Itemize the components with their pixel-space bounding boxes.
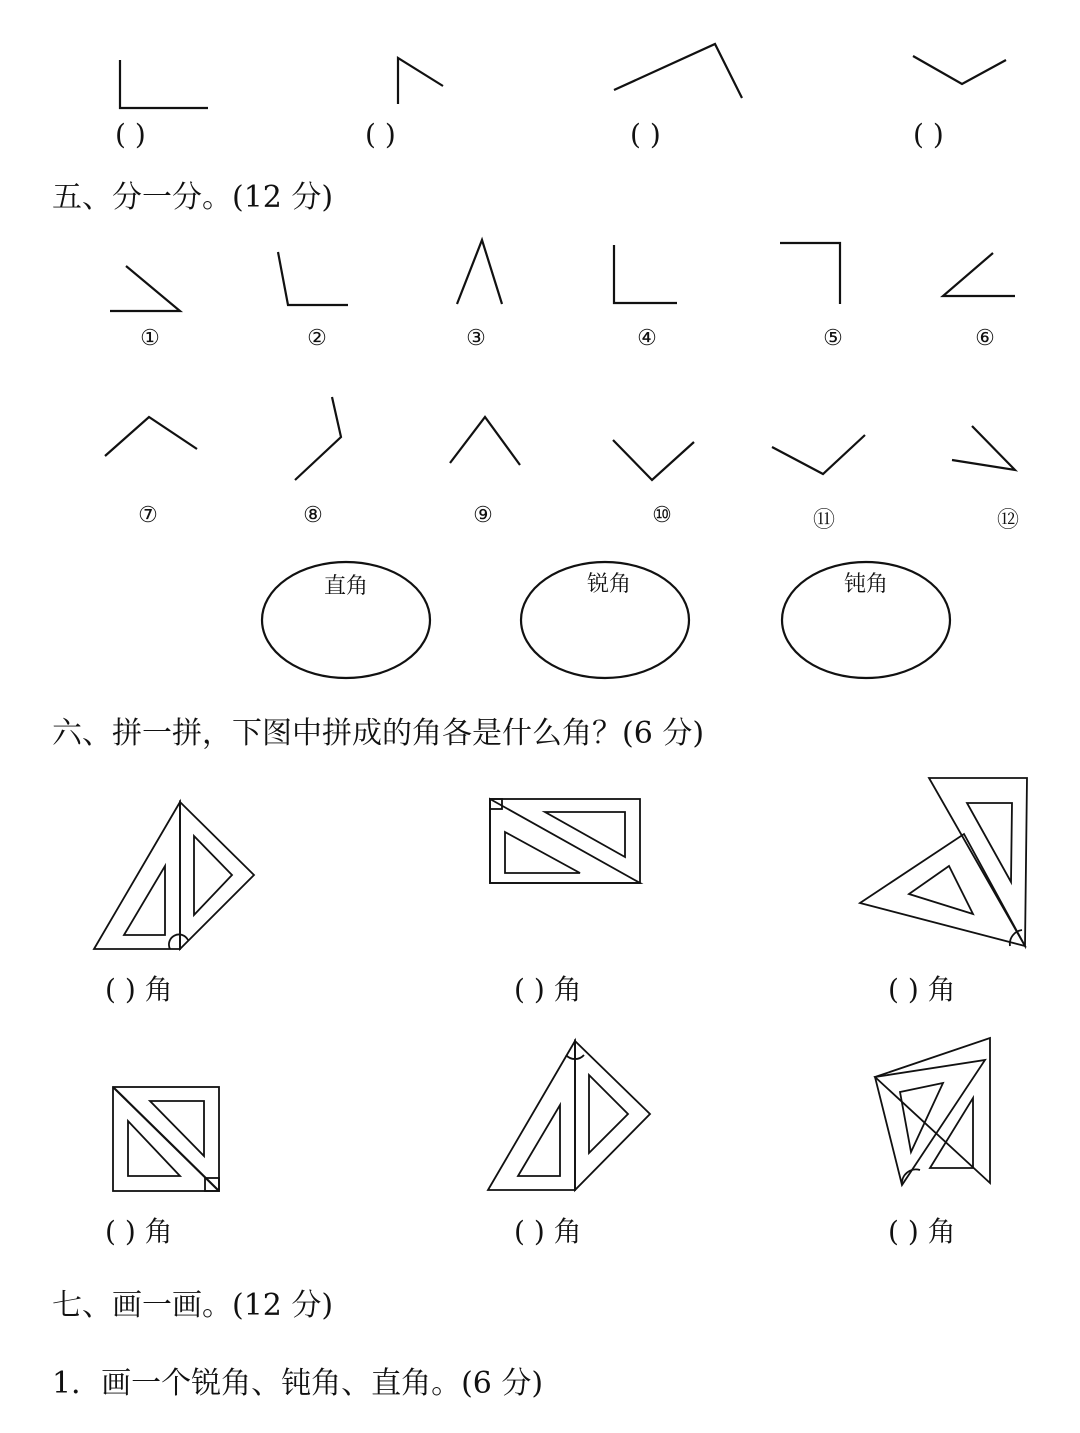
section6-title: 六、拼一拼，下图中拼成的角各是什么角？(6 分) xyxy=(52,716,705,751)
top-angle-2 xyxy=(398,58,443,104)
oval-label-obtuse-angle: 钝角 xyxy=(843,572,888,597)
answer-blank-top-4[interactable]: ( ) xyxy=(913,118,944,151)
angle-11 xyxy=(772,435,865,474)
answer-blank-top-3[interactable]: ( ) xyxy=(630,118,661,151)
angle-12 xyxy=(952,426,1015,470)
angle-number-6: ⑥ xyxy=(975,326,995,351)
set-square-figure-6 xyxy=(875,1038,990,1185)
angle-9 xyxy=(450,417,520,465)
angle-number-7: ⑦ xyxy=(138,503,158,528)
set-square-figure-2 xyxy=(490,799,640,883)
angle-3 xyxy=(457,240,502,304)
angle-2 xyxy=(278,252,348,305)
answer-blank-top-1[interactable]: ( ) xyxy=(115,118,146,151)
top-angle-1 xyxy=(120,60,208,108)
answer-blank-top-2[interactable]: ( ) xyxy=(365,118,396,151)
top-angle-3 xyxy=(614,44,742,98)
set-square-figure-4 xyxy=(113,1087,219,1191)
angle-number-9: ⑨ xyxy=(473,503,493,528)
angle-number-11: ⑪ xyxy=(812,508,835,533)
angle-number-10: ⑩ xyxy=(652,503,672,528)
angle-number-1: ① xyxy=(140,326,160,351)
angle-number-2: ② xyxy=(307,326,327,351)
angle-6 xyxy=(943,253,1015,296)
angle-number-4: ④ xyxy=(637,326,657,351)
angle-number-3: ③ xyxy=(466,326,486,351)
oval-label-right-angle: 直角 xyxy=(323,574,368,599)
angle-8 xyxy=(295,397,341,480)
set-square-figure-3 xyxy=(860,778,1027,946)
set-square-figure-5 xyxy=(488,1041,650,1190)
answer-blank-figure-3[interactable]: ( ) 角 xyxy=(888,973,956,1006)
top-angle-4 xyxy=(913,56,1006,84)
angle-1 xyxy=(110,266,180,311)
answer-blank-figure-5[interactable]: ( ) 角 xyxy=(514,1215,582,1248)
answer-blank-figure-4[interactable]: ( ) 角 xyxy=(105,1215,173,1248)
angle-number-8: ⑧ xyxy=(303,503,323,528)
section7-title: 七、画一画。(12 分) xyxy=(52,1288,334,1323)
angle-10 xyxy=(613,440,694,480)
angle-number-12: ⑫ xyxy=(996,508,1019,533)
angle-number-5: ⑤ xyxy=(823,326,843,351)
set-square-figure-1 xyxy=(94,802,254,949)
angle-5 xyxy=(780,243,840,304)
answer-blank-figure-2[interactable]: ( ) 角 xyxy=(514,973,582,1006)
angle-4 xyxy=(614,245,677,303)
answer-blank-figure-1[interactable]: ( ) 角 xyxy=(105,973,173,1006)
angle-7 xyxy=(105,417,197,456)
answer-blank-figure-6[interactable]: ( ) 角 xyxy=(888,1215,956,1248)
oval-label-acute-angle: 锐角 xyxy=(586,572,631,597)
section5-title: 五、分一分。(12 分) xyxy=(52,180,334,215)
section7-question-1: 1．画一个锐角、钝角、直角。(6 分) xyxy=(52,1366,544,1401)
